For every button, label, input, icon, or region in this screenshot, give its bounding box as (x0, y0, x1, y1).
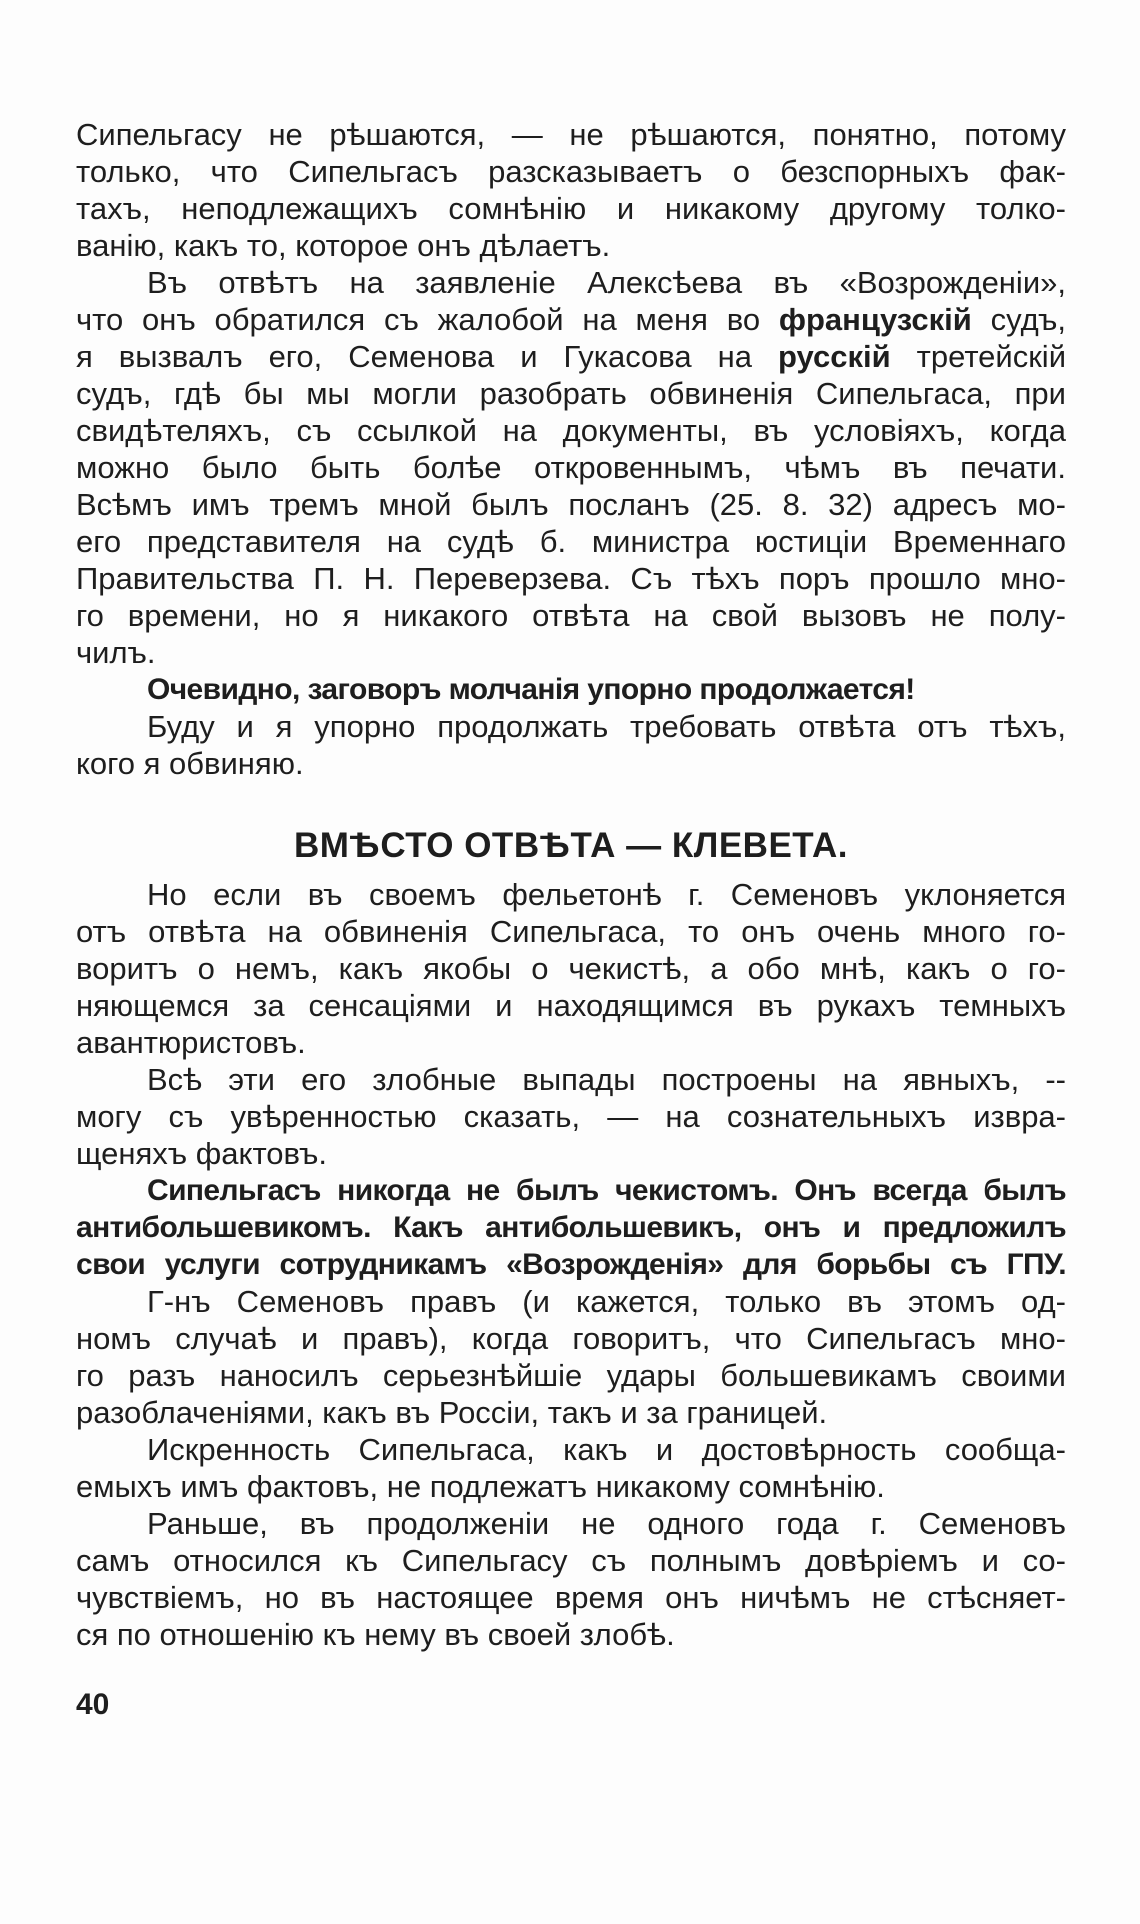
emphasized-word: французскій (778, 302, 972, 337)
paragraph (76, 116, 1066, 264)
bold-paragraph (76, 671, 1066, 708)
text-line: Всѣ эти его злобные выпады построены на явныхъ, -- (147, 1062, 1066, 1097)
text-line: го времени, но я никакого отвѣта на свой вызовъ не полу- (76, 598, 1066, 633)
text-line: отъ отвѣта на обвиненія Сипельгаса, то онъ очень много го- (76, 914, 1066, 949)
text-line: воритъ о немъ, какъ якобы о чекистѣ, а обо мнѣ, какъ о го- (76, 951, 1066, 986)
text-line: няющемся за сенсаціями и находящимся въ рукахъ темныхъ (76, 988, 1066, 1023)
text-line: кого я обвиняю. (76, 746, 304, 781)
text-line: емыхъ имъ фактовъ, не подлежатъ никакому сомнѣнію. (76, 1469, 885, 1504)
paragraph (76, 1431, 1066, 1505)
text-line: го разъ наносилъ серьезнѣйшіе удары большевикамъ своими (76, 1358, 1066, 1393)
text-segment: третейскій (890, 339, 1067, 374)
paragraph (76, 1283, 1066, 1431)
text-line: Очевидно, заговоръ молчанія упорно продолжается! (147, 673, 915, 706)
text-line: Въ отвѣтъ на заявленіе Алексѣева въ «Возрожденіи», (147, 265, 1066, 300)
text-line: Раньше, въ продолженіи не одного года г. Семеновъ (147, 1506, 1066, 1541)
text-line: можно было быть болѣе откровеннымъ, чѣмъ въ печати. (76, 450, 1066, 485)
text-segment: я вызвалъ его, Семенова и Гукасова на (76, 339, 779, 374)
bold-paragraph (76, 1172, 1066, 1283)
section-heading: ВМѢСТО ОТВѢТА — КЛЕВЕТА. (294, 826, 848, 865)
page-text (76, 116, 1066, 1723)
paragraph (76, 1505, 1066, 1653)
text-line (76, 338, 1066, 375)
text-line: Г-нъ Семеновъ правъ (и кажется, только въ этомъ од- (147, 1284, 1066, 1319)
text-line: антибольшевикомъ. Какъ антибольшевикъ, онъ и предложилъ (76, 1211, 1066, 1244)
text-line: его представителя на судѣ б. министра юстиціи Временнаго (76, 524, 1066, 559)
text-line: могу съ увѣренностью сказать, — на сознательныхъ извра- (76, 1099, 1066, 1134)
text-line: ванію, какъ то, которое онъ дѣлаетъ. (76, 228, 611, 263)
text-line: ся по отношенію къ нему въ своей злобѣ. (76, 1617, 675, 1652)
text-line: Сипельгасъ никогда не былъ чекистомъ. Онъ всегда былъ (147, 1174, 1066, 1207)
text-line: чувствіемъ, но въ настоящее время онъ ничѣмъ не стѣсняет- (76, 1580, 1066, 1615)
text-line: разоблаченіями, какъ въ Россіи, такъ и за границей. (76, 1395, 828, 1430)
text-line: свои услуги сотрудникамъ «Возрожденія» для борьбы съ ГПУ. (76, 1248, 1066, 1281)
text-line: тахъ, неподлежащихъ сомнѣнію и никакому другому толко- (76, 191, 1066, 226)
paragraph (76, 1061, 1066, 1172)
text-line (76, 301, 1066, 338)
text-line: Буду и я упорно продолжать требовать отвѣта отъ тѣхъ, (147, 709, 1066, 744)
text-line: свидѣтеляхъ, съ ссылкой на документы, въ условіяхъ, когда (76, 413, 1066, 448)
text-line: судъ, гдѣ бы мы могли разобрать обвиненія Сипельгаса, при (76, 376, 1066, 411)
paragraph (76, 876, 1066, 1061)
paragraph (76, 264, 1066, 671)
text-segment: что онъ обратился съ жалобой на меня во (76, 302, 779, 337)
text-section-before-heading (76, 116, 1066, 782)
text-line: Но если въ своемъ фельетонѣ г. Семеновъ уклоняется (147, 877, 1066, 912)
text-line: Искренность Сипельгаса, какъ и достовѣрность сообща- (147, 1432, 1066, 1467)
text-line: только, что Сипельгасъ разсказываетъ о безспорныхъ фак- (76, 154, 1066, 189)
emphasized-word: русскій (778, 339, 891, 374)
text-segment: судъ, (971, 302, 1066, 337)
text-line: чилъ. (76, 635, 156, 670)
page-number: 40 (76, 1688, 110, 1721)
text-line: Всѣмъ имъ тремъ мной былъ посланъ (25. 8. 32) адресъ мо- (76, 487, 1066, 522)
paragraph (76, 708, 1066, 782)
text-line: авантюристовъ. (76, 1025, 306, 1060)
text-line: Правительства П. Н. Переверзева. Съ тѣхъ поръ прошло мно- (76, 561, 1066, 596)
text-line: номъ случаѣ и правъ), когда говоритъ, что Сипельгасъ мно- (76, 1321, 1066, 1356)
text-line: щеняхъ фактовъ. (76, 1136, 327, 1171)
text-line: Сипельгасу не рѣшаются, — не рѣшаются, понятно, потому (76, 117, 1066, 152)
text-line: самъ относился къ Сипельгасу съ полнымъ довѣріемъ и со- (76, 1543, 1066, 1578)
text-section-after-heading (76, 876, 1066, 1653)
